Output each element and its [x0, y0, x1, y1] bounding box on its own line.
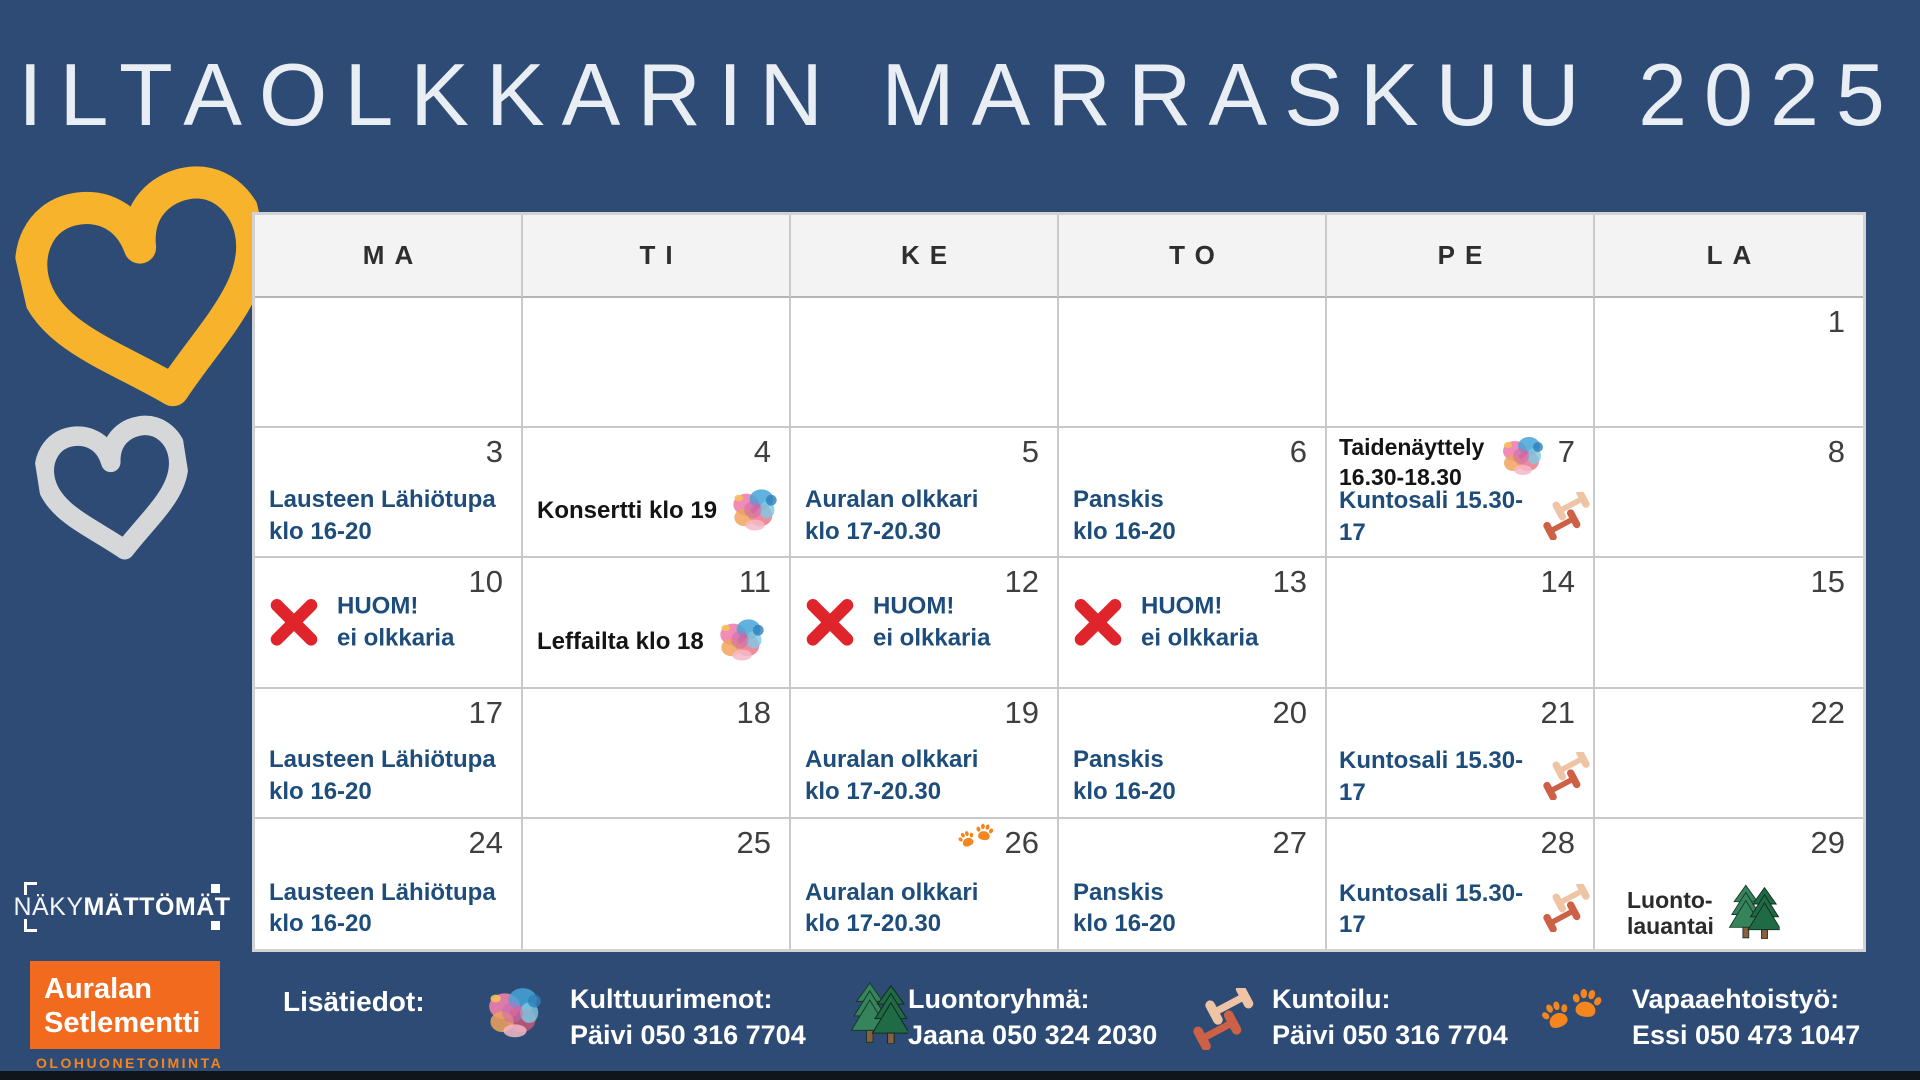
- dumbbells-icon: [1541, 752, 1593, 800]
- event-line: Leffailta klo 18: [537, 627, 704, 655]
- day-cell-empty: [791, 298, 1059, 428]
- day-cell-10: [255, 558, 523, 688]
- weekday-header-pe: PE: [1327, 215, 1595, 298]
- event-auralan: [805, 744, 978, 807]
- event-line: klo 16-20: [1073, 517, 1176, 545]
- event-panskis: [1073, 484, 1176, 547]
- day-cell-27: [1059, 819, 1327, 949]
- day-number: 4: [753, 434, 771, 470]
- logo-text-thin: NÄKY: [13, 892, 84, 921]
- paint-splash-icon: [716, 615, 768, 667]
- nakymattomat-logo: [13, 882, 231, 932]
- contact-label: Kulttuurimenot:: [570, 984, 773, 1014]
- day-cell-29: [1595, 819, 1863, 949]
- day-number: 3: [485, 434, 503, 470]
- gray-heart-icon: [29, 399, 202, 579]
- day-cell-14: [1327, 558, 1595, 688]
- event-line: ei olkkaria: [873, 624, 991, 652]
- page-title: ILTAOLKKARIN MARRASKUU 2025: [18, 45, 1902, 144]
- day-number: 21: [1540, 694, 1575, 730]
- event-huom: [337, 591, 454, 654]
- weekday-header-la: LA: [1595, 215, 1863, 298]
- event-line: 16.30-18.30: [1339, 464, 1462, 491]
- event-line: klo 17-20.30: [805, 517, 942, 545]
- event-kuntosali: [1339, 485, 1593, 548]
- day-cell-7: [1327, 428, 1595, 558]
- event-line: klo 16-20: [1073, 910, 1176, 938]
- event-line: Luonto-: [1627, 887, 1713, 914]
- event-line: ei olkkaria: [1141, 624, 1259, 652]
- bottom-strip: [0, 1071, 1920, 1080]
- event-line: ei olkkaria: [337, 624, 455, 652]
- day-number: 17: [468, 694, 503, 730]
- day-cell-25: [523, 819, 791, 949]
- day-cell-1: [1595, 298, 1863, 428]
- lisatiedot-label: Lisätiedot:: [283, 986, 425, 1017]
- day-number: 18: [736, 694, 771, 730]
- day-number: 6: [1289, 434, 1307, 470]
- event-line: klo 16-20: [269, 517, 372, 545]
- event-cancelled: [803, 591, 990, 654]
- event-kuntosali: [1339, 878, 1593, 941]
- contact-phone: Päivi 050 316 7704: [570, 1019, 806, 1050]
- event-line: Auralan olkkari: [805, 746, 979, 774]
- event-konsertti: [537, 485, 781, 537]
- event-taidenayttely: [1339, 433, 1484, 493]
- day-number: 22: [1810, 694, 1845, 730]
- org-line: Setlementti: [44, 1006, 201, 1039]
- day-number: 24: [468, 824, 503, 860]
- day-number: 11: [738, 564, 771, 600]
- day-cell-20: [1059, 689, 1327, 819]
- event-lausteen: [269, 484, 496, 547]
- event-line: Lausteen Lähiötupa: [269, 486, 496, 514]
- contact-label: Luontoryhmä:: [908, 984, 1090, 1014]
- red-x-icon: [1071, 595, 1125, 649]
- event-line: lauantai: [1627, 912, 1714, 939]
- contact-nature: [908, 982, 1157, 1054]
- weekday-header-ma: MA: [255, 215, 523, 298]
- org-subtitle: OLOHUONETOIMINTA: [36, 1055, 224, 1071]
- event-line: Panskis: [1073, 486, 1164, 514]
- event-line: Auralan olkkari: [805, 486, 979, 514]
- event-luontolauantai: [1627, 883, 1780, 939]
- day-cell-empty: [255, 298, 523, 428]
- event-auralan: [805, 877, 978, 940]
- day-number: 26: [1004, 824, 1039, 860]
- red-x-icon: [803, 595, 857, 649]
- day-number: 28: [1540, 824, 1575, 860]
- day-number: 14: [1540, 564, 1575, 600]
- event-line: Konsertti klo 19: [537, 497, 718, 525]
- frame-corner: [211, 884, 220, 893]
- event-lausteen: [269, 744, 496, 807]
- day-cell-22: [1595, 689, 1863, 819]
- event-panskis: [1073, 877, 1176, 940]
- paint-splash-icon: [484, 983, 546, 1045]
- red-x-icon: [267, 595, 321, 649]
- day-number: 1: [1827, 304, 1845, 339]
- contact-phone: Päivi 050 316 7704: [1272, 1019, 1508, 1050]
- event-huom: [1141, 591, 1258, 654]
- event-line: Auralan olkkari: [805, 878, 979, 906]
- day-cell-15: [1595, 558, 1863, 688]
- day-number: 15: [1810, 564, 1845, 600]
- day-number: 5: [1021, 434, 1039, 470]
- event-auralan: [805, 484, 978, 547]
- event-line: Kuntosali 15.30-17: [1339, 747, 1524, 807]
- event-line: Lausteen Lähiötupa: [269, 746, 496, 774]
- contact-phone: Jaana 050 324 2030: [908, 1019, 1158, 1050]
- day-cell-17: [255, 689, 523, 819]
- day-number: 12: [1004, 564, 1039, 600]
- dumbbells-icon: [1541, 492, 1593, 540]
- dumbbells-icon: [1186, 988, 1262, 1050]
- event-line: klo 17-20.30: [805, 910, 942, 938]
- day-cell-11: [523, 558, 791, 688]
- event-line: Kuntosali 15.30-17: [1339, 487, 1524, 546]
- day-cell-21: [1327, 689, 1595, 819]
- event-line: Lausteen Lähiötupa: [269, 878, 496, 906]
- day-cell-13: [1059, 558, 1327, 688]
- dumbbells-icon: [1541, 884, 1593, 932]
- event-line: klo 17-20.30: [805, 778, 942, 806]
- day-number: 13: [1272, 564, 1307, 600]
- paw-prints-icon: [953, 822, 999, 856]
- event-leffailta: [537, 615, 768, 667]
- day-cell-empty: [1059, 298, 1327, 428]
- day-number: 27: [1272, 824, 1307, 860]
- event-lausteen: [269, 877, 496, 940]
- day-cell-18: [523, 689, 791, 819]
- day-cell-6: [1059, 428, 1327, 558]
- day-number: 19: [1004, 694, 1039, 730]
- day-cell-empty: [1327, 298, 1595, 428]
- day-cell-4: [523, 428, 791, 558]
- day-number: 10: [468, 564, 503, 600]
- event-line: klo 16-20: [1073, 778, 1176, 806]
- day-cell-24: [255, 819, 523, 949]
- paw-prints-icon: [1540, 986, 1604, 1044]
- event-line: HUOM!: [873, 592, 955, 620]
- paint-splash-icon: [729, 485, 781, 537]
- contact-label: Vapaaehtoistyö:: [1632, 984, 1840, 1014]
- weekday-header-ti: TI: [523, 215, 791, 298]
- day-cell-5: [791, 428, 1059, 558]
- day-cell-26: [791, 819, 1059, 949]
- day-cell-3: [255, 428, 523, 558]
- event-kuntosali: [1339, 745, 1593, 808]
- weekday-header-ke: KE: [791, 215, 1059, 298]
- day-cell-empty: [523, 298, 791, 428]
- event-line: Kuntosali 15.30-17: [1339, 879, 1524, 939]
- org-line: Auralan: [44, 973, 152, 1005]
- day-number: 25: [736, 824, 771, 860]
- event-cancelled: [1071, 591, 1258, 654]
- pine-trees-icon: [1728, 883, 1780, 939]
- event-line: klo 16-20: [269, 778, 372, 806]
- weekday-header-to: TO: [1059, 215, 1327, 298]
- event-line: Panskis: [1073, 746, 1164, 774]
- event-panskis: [1073, 744, 1176, 807]
- contact-volunteer: [1632, 982, 1860, 1054]
- day-cell-28: [1327, 819, 1595, 949]
- pine-trees-icon: [850, 980, 908, 1044]
- contact-phone: Essi 050 473 1047: [1632, 1019, 1861, 1050]
- day-number: 7: [1557, 434, 1575, 470]
- day-number: 20: [1272, 694, 1307, 730]
- day-cell-19: [791, 689, 1059, 819]
- auralan-setlementti-logo: [30, 961, 220, 1049]
- day-cell-8: [1595, 428, 1863, 558]
- logo-text-bold: MÄTTÖMÄT: [83, 892, 231, 921]
- contact-label: Kuntoilu:: [1272, 984, 1391, 1014]
- event-cancelled: [267, 591, 454, 654]
- contact-culture: [570, 982, 806, 1054]
- event-line: HUOM!: [1141, 592, 1223, 620]
- calendar-grid: [252, 212, 1866, 952]
- contact-fitness: [1272, 982, 1508, 1054]
- day-number: 8: [1827, 434, 1845, 470]
- event-line: klo 16-20: [269, 910, 372, 938]
- frame-corner: [211, 921, 220, 930]
- event-line: Panskis: [1073, 878, 1164, 906]
- event-text: [1627, 888, 1714, 939]
- paint-splash-icon: [1499, 433, 1547, 481]
- day-cell-12: [791, 558, 1059, 688]
- event-line: Taidenäyttely: [1339, 434, 1485, 461]
- event-line: HUOM!: [337, 592, 419, 620]
- day-number: 29: [1810, 824, 1845, 860]
- event-huom: [873, 591, 990, 654]
